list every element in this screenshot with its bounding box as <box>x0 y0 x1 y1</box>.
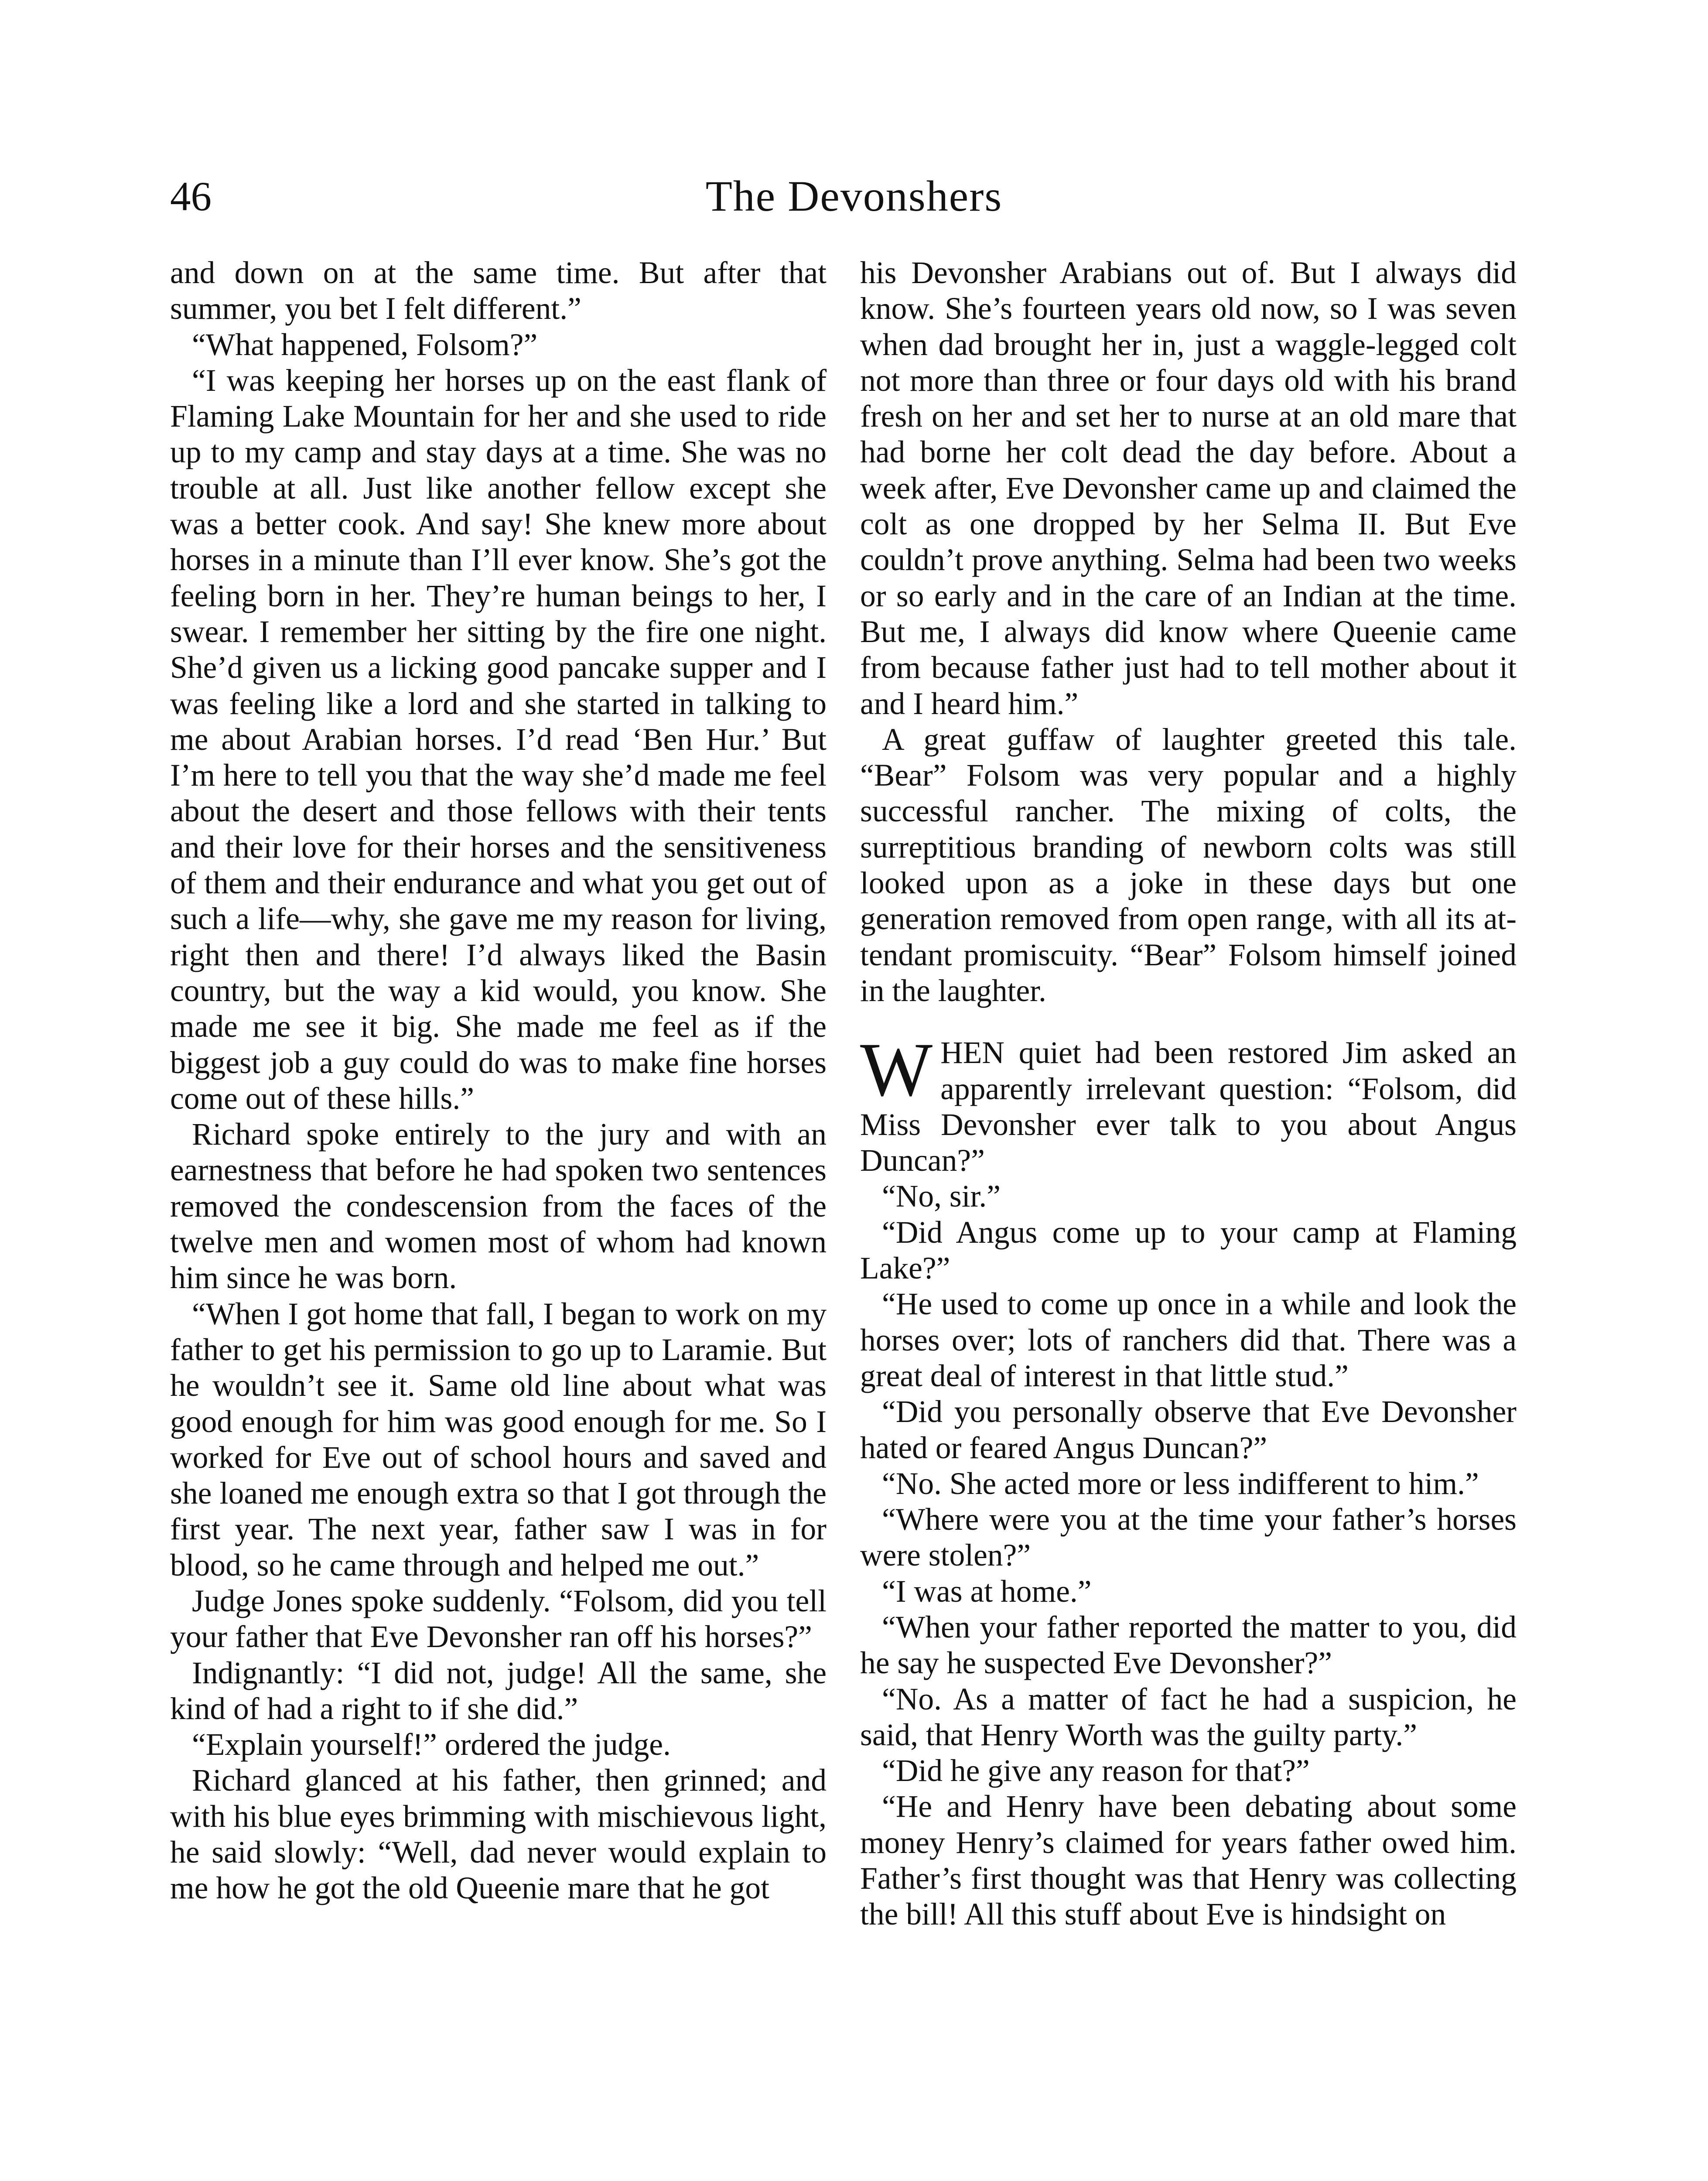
paragraph: “Did you personally observe that Eve Devonsher hated or feared Angus Duncan?” <box>860 1395 1517 1465</box>
section-opening <box>860 1027 1517 1179</box>
paragraph: “When I got home that fall, I began to work on my father to get his permission to go up to Laramie. But he wouldn’t see it. Same old line about what was good enough for him was good enough for me. So I worked for Eve out of school hours and saved and she loaned me enough extra so that I got through the first year. The next year, father saw I was in for blood, so he came through and helped me out.” <box>170 1296 827 1583</box>
paragraph: “Did he give any reason for that?” <box>882 1754 1310 1788</box>
paragraph: “He used to come up once in a while and look the horses over; lots of ranchers did that. There was a great deal of interest in that little stud.” <box>860 1287 1517 1393</box>
left-column <box>170 255 827 1907</box>
paragraph: “Explain yourself!” ordered the judge. <box>192 1727 671 1762</box>
paragraph: “I was keeping her horses up on the east flank of Flaming Lake Mountain for her and she used to ride up to my camp and stay days at a time. She was no trouble at all. Just like another fellow except she was a better cook. And say! She knew more about horses in a minute than I’ll ever know. She’s got the feeling born in her. They’re human beings to her, I swear. I remember her sitting by the fire one night. She’d given us a licking good pancake supper and I was feeling like a lord and she started in talking to me about Arabian horses. I’d read ‘Ben Hur.’ But I’m here to tell you that the way she’d made me feel about the desert and those fellows with their tents and their love for their horses and the sensitiveness of them and their endurance and what you get out of such a life—why, she gave me my reason for living, right then and there! I’d always liked the Basin country, but the way a kid would, you know. She made me see it big. She made me feel as if the biggest job a guy could do was to make fine horses come out of these hills.” <box>170 363 827 1116</box>
section-opening-text: quiet had been restored Jim asked an apparently irrelevant question: “Folsom, did Miss Devonsher ever talk to you about Angus Duncan?” <box>860 1036 1517 1178</box>
paragraph: “He and Henry have been debating about some money Henry’s claimed for years father owed him. Father’s first thought was that Henry was collecting the bill! All this stuff about Eve is hindsight on <box>860 1789 1517 1932</box>
paragraph: “No, sir.” <box>882 1179 1001 1214</box>
paragraph: “Did Angus come up to your camp at Flaming Lake?” <box>860 1215 1517 1286</box>
paragraph: “No. She acted more or less indifferent to him.” <box>882 1466 1479 1501</box>
paragraph: Judge Jones spoke suddenly. “Folsom, did you tell your father that Eve Devonsher ran off his horses?” <box>170 1583 827 1655</box>
paragraph: “What happened, Folsom?” <box>192 327 538 362</box>
page-number: 46 <box>170 173 212 219</box>
drop-cap: W <box>860 1027 933 1113</box>
paragraph: Indignantly: “I did not, judge! All the same, she kind of had a right to if she did.” <box>170 1655 827 1726</box>
paragraph: and down on at the same time. But after that summer, you bet I felt different.” <box>170 256 827 326</box>
running-head <box>0 170 1708 236</box>
paragraph: “No. As a matter of fact he had a suspicion, he said, that Henry Worth was the guilty party.” <box>860 1682 1517 1752</box>
paragraph: Richard spoke entirely to the jury and with an earnestness that before he had spoken two sentences removed the condescension from the faces of the twelve men and women most of whom had known him since he was born. <box>170 1117 827 1296</box>
paragraph: A great guffaw of laughter greeted this tale. “Bear” Folsom was very popular and a highly successful rancher. The mixing of colts, the surreptitious branding of newborn colts was still looked upon as a joke in these days but one generation removed from open range, with all its attendant promiscuity. “Bear” Folsom himself joined in the laughter. <box>860 722 1517 1008</box>
paragraph: his Devonsher Arabians out of. But I always did know. She’s fourteen years old now, so I was seven when dad brought her in, just a waggle-legged colt not more than three or four days old with his brand fresh on her and set her to nurse at an old mare that had borne her colt dead the day before. About a week after, Eve Devonsher came up and claimed the colt as one dropped by her Selma II. But Eve couldn’t prove anything. Selma had been two weeks or so early and in the care of an Indian at the time. But me, I always did know where Queenie came from because father just had to tell mother about it and I heard him.” <box>860 256 1517 721</box>
paragraph: “I was at home.” <box>882 1574 1092 1609</box>
paragraph: Richard glanced at his father, then grinned; and with his blue eyes brimming with mischievous light, he said slowly: “Well, dad never would explain to me how he got the old Queenie mare that he got <box>170 1763 827 1906</box>
lead-caps: HEN <box>940 1036 1005 1070</box>
running-title: The Devonshers <box>705 172 1003 220</box>
paragraph: “When your father reported the matter to you, did he say he suspected Eve Devonsher?” <box>860 1610 1517 1681</box>
right-column <box>860 255 1517 1933</box>
paragraph: “Where were you at the time your father’s horses were stolen?” <box>860 1502 1517 1573</box>
